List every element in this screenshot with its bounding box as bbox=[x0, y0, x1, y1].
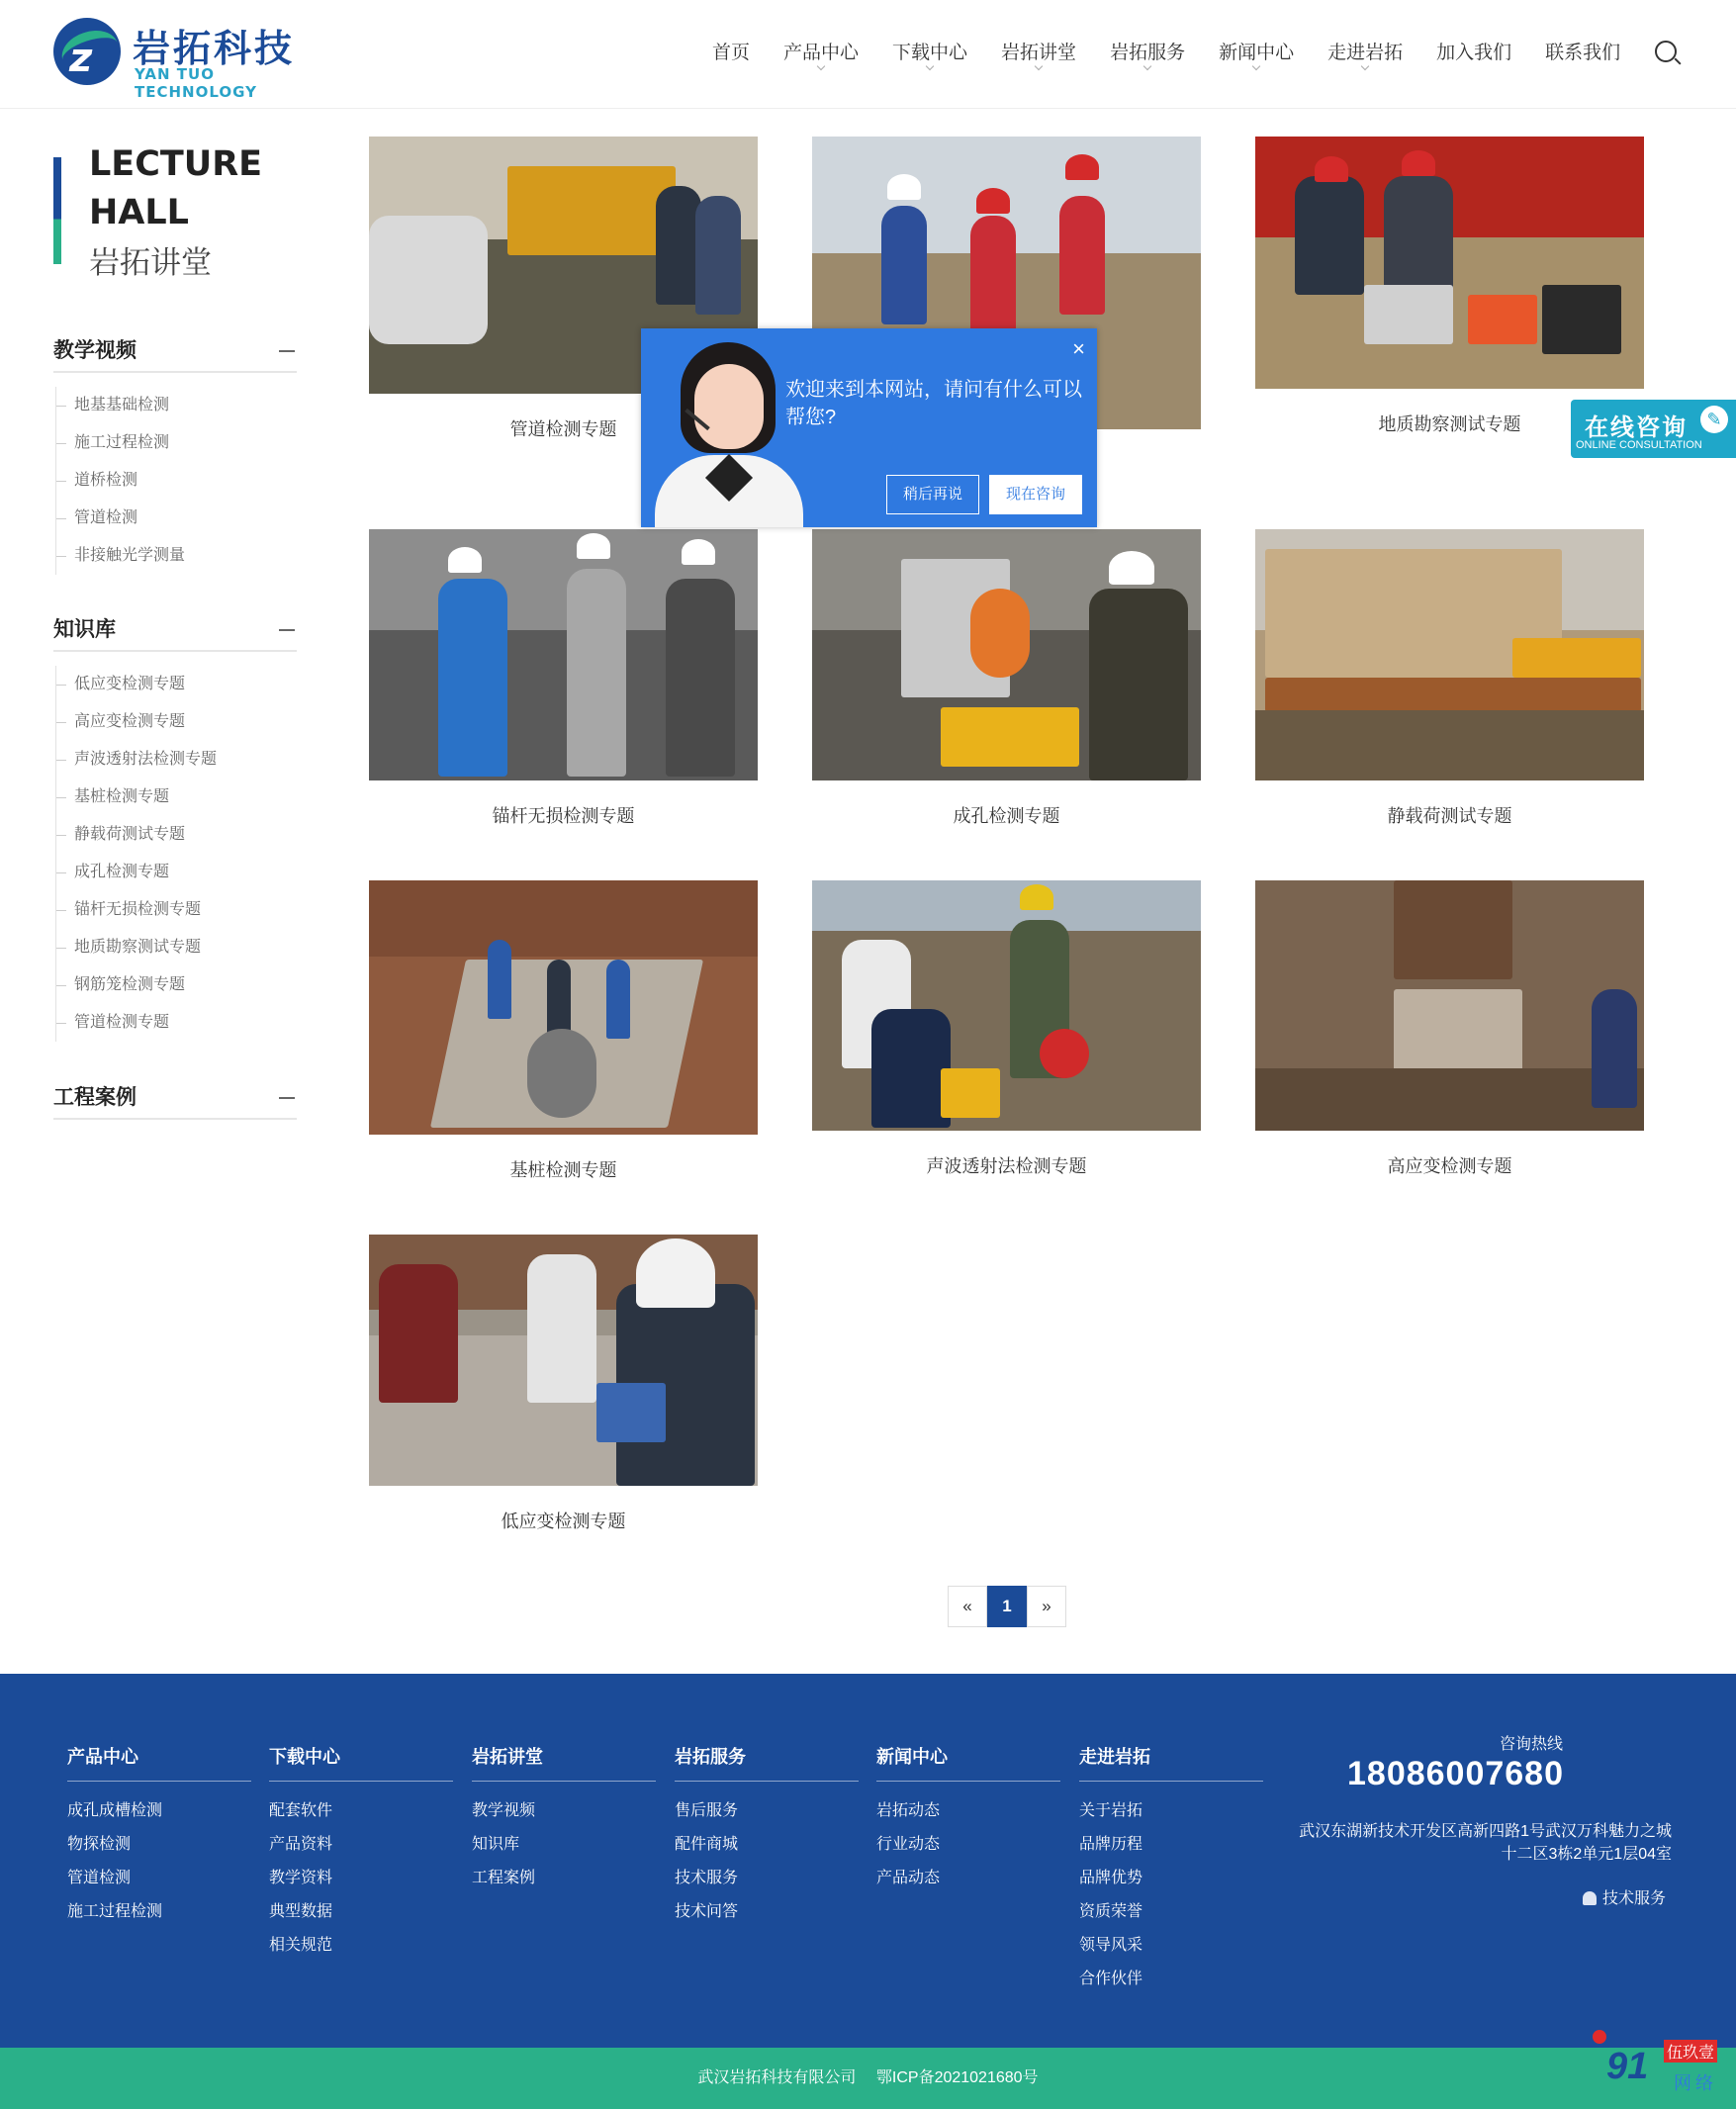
hotline-number: 18086007680 bbox=[1347, 1755, 1565, 1792]
card-caption: 管道检测专题 bbox=[509, 419, 617, 439]
agency-badge[interactable]: 91 伍玖壹 网络 bbox=[1589, 2026, 1736, 2109]
footer-link[interactable]: 工程案例 bbox=[472, 1870, 536, 1886]
later-button[interactable]: 稍后再说 bbox=[886, 475, 979, 514]
search-icon[interactable] bbox=[1655, 41, 1677, 62]
page-button[interactable]: 1 bbox=[987, 1586, 1027, 1627]
footer-link[interactable]: 岩拓动态 bbox=[876, 1802, 941, 1819]
sidebar-group-videos bbox=[53, 329, 297, 575]
footer-column-products: 产品中心 成孔成槽检测 物探检测 管道检测 施工过程检测 bbox=[67, 1743, 251, 1916]
nav-item-downloads[interactable]: 下载中心 bbox=[892, 38, 967, 64]
title-cn: 岩拓讲堂 bbox=[89, 245, 212, 280]
card-photo bbox=[369, 1235, 758, 1486]
runner-icon bbox=[1593, 2030, 1606, 2044]
topic-card-static-load[interactable] bbox=[1255, 529, 1644, 828]
popup-message: 欢迎来到本网站，请问有什么可以帮您? bbox=[785, 379, 1082, 428]
title-en-line2: HALL bbox=[89, 193, 189, 232]
card-photo bbox=[812, 529, 1201, 780]
footer-link[interactable]: 教学视频 bbox=[472, 1802, 536, 1819]
card-caption: 锚杆无损检测专题 bbox=[492, 806, 635, 826]
topic-card-borehole[interactable] bbox=[812, 529, 1201, 828]
sidebar-item[interactable]: 锚杆无损检测专题 bbox=[74, 891, 297, 929]
nav-item-products[interactable]: 产品中心 bbox=[783, 38, 859, 64]
chevron-down-icon bbox=[926, 62, 934, 70]
sidebar-group-header[interactable]: 知识库 bbox=[53, 608, 297, 652]
title-en-line1: LECTURE bbox=[89, 144, 263, 184]
footer-column-about: 走进岩拓 关于岩拓 品牌历程 品牌优势 资质荣誉 领导风采 合作伙伴 bbox=[1079, 1743, 1263, 1983]
card-photo bbox=[1255, 137, 1644, 389]
footer-link[interactable]: 成孔成槽检测 bbox=[67, 1802, 163, 1819]
sidebar-item[interactable]: 管道检测专题 bbox=[74, 1004, 297, 1042]
hotline-label: 咨询热线 bbox=[1500, 1736, 1564, 1753]
topic-card-pile[interactable] bbox=[369, 880, 758, 1182]
sidebar-item[interactable]: 基桩检测专题 bbox=[74, 779, 297, 816]
footer-link[interactable]: 知识库 bbox=[472, 1836, 520, 1853]
footer-link[interactable]: 产品动态 bbox=[876, 1870, 941, 1886]
nav-item-home[interactable]: 首页 bbox=[712, 43, 751, 63]
consult-subtitle: ONLINE CONSULTATION bbox=[1576, 439, 1702, 451]
footer-link[interactable]: 技术服务 bbox=[675, 1870, 739, 1886]
footer-link[interactable]: 技术问答 bbox=[675, 1903, 739, 1920]
footer-link[interactable]: 品牌优势 bbox=[1079, 1870, 1143, 1886]
chevron-down-icon bbox=[1361, 62, 1369, 70]
footer-link[interactable]: 行业动态 bbox=[876, 1836, 941, 1853]
topic-card-anchor[interactable] bbox=[369, 529, 758, 828]
sidebar-item[interactable]: 高应变检测专题 bbox=[74, 703, 297, 741]
chevron-down-icon bbox=[817, 62, 825, 70]
card-caption: 低应变检测专题 bbox=[501, 1512, 626, 1531]
footer-link[interactable]: 合作伙伴 bbox=[1079, 1971, 1143, 1987]
collapse-icon[interactable] bbox=[279, 350, 295, 352]
sidebar-item[interactable]: 静载荷测试专题 bbox=[74, 816, 297, 854]
sidebar-group-header[interactable]: 工程案例 bbox=[53, 1076, 297, 1120]
footer-link[interactable]: 售后服务 bbox=[675, 1802, 739, 1819]
pagination bbox=[948, 1586, 1066, 1627]
footer-column-service: 岩拓服务 售后服务 配件商城 技术服务 技术问答 bbox=[675, 1743, 859, 1916]
copyright-bar bbox=[0, 2048, 1736, 2109]
online-consultation-button[interactable] bbox=[1571, 400, 1736, 458]
footer-link[interactable]: 施工过程检测 bbox=[67, 1903, 163, 1920]
topic-card-sonic[interactable] bbox=[812, 880, 1201, 1178]
card-caption: 成孔检测专题 bbox=[953, 806, 1060, 826]
sidebar-group-knowledge bbox=[53, 608, 297, 1042]
company-name: 武汉岩拓科技有限公司 bbox=[697, 2069, 857, 2086]
company-address: 武汉东湖新技术开发区高新四路1号武汉万科魅力之城 十二区3栋2单元1层04室 bbox=[1299, 1823, 1672, 1863]
nav-item-contact[interactable]: 联系我们 bbox=[1545, 43, 1621, 63]
card-caption: 高应变检测专题 bbox=[1387, 1156, 1512, 1176]
prev-page-button[interactable]: « bbox=[948, 1586, 987, 1627]
card-caption: 基桩检测专题 bbox=[509, 1160, 617, 1180]
sidebar-item[interactable]: 声波透射法检测专题 bbox=[74, 741, 297, 779]
sidebar-item[interactable]: 钢筋笼检测专题 bbox=[74, 966, 297, 1004]
sidebar-item[interactable]: 低应变检测专题 bbox=[74, 666, 297, 703]
card-photo bbox=[1255, 529, 1644, 780]
sidebar-item[interactable]: 道桥检测 bbox=[74, 462, 297, 500]
logo-mark-icon: z bbox=[53, 18, 121, 85]
title-accent-bar bbox=[53, 157, 61, 264]
pen-icon: ✎ bbox=[1700, 406, 1728, 433]
welcome-popup bbox=[641, 328, 1097, 527]
footer-link[interactable]: 物探检测 bbox=[67, 1836, 132, 1853]
footer-link[interactable]: 教学资料 bbox=[269, 1870, 333, 1886]
collapse-icon[interactable] bbox=[279, 629, 295, 631]
sidebar-item[interactable]: 地质勘察测试专题 bbox=[74, 929, 297, 966]
footer-link[interactable]: 典型数据 bbox=[269, 1903, 333, 1920]
footer-link[interactable]: 领导风采 bbox=[1079, 1937, 1143, 1954]
footer-link[interactable]: 配套软件 bbox=[269, 1802, 333, 1819]
next-page-button[interactable]: » bbox=[1027, 1586, 1066, 1627]
consult-now-button[interactable]: 现在咨询 bbox=[989, 475, 1082, 514]
logo-name-en: YAN TUO TECHNOLOGY bbox=[135, 65, 257, 101]
chevron-down-icon bbox=[1252, 62, 1260, 70]
sidebar-group-cases bbox=[53, 1076, 297, 1120]
chevron-down-icon bbox=[1035, 62, 1043, 70]
footer-link[interactable]: 关于岩拓 bbox=[1079, 1802, 1143, 1819]
logo-name-cn: 岩拓科技 bbox=[133, 27, 296, 70]
topic-card-geology[interactable] bbox=[1255, 137, 1644, 436]
sidebar-item[interactable]: 管道检测 bbox=[74, 500, 297, 537]
card-photo bbox=[812, 880, 1201, 1131]
card-photo bbox=[369, 880, 758, 1135]
sidebar-group-header[interactable]: 教学视频 bbox=[53, 329, 297, 373]
nav-item-about[interactable]: 走进岩拓 bbox=[1327, 38, 1403, 64]
site-header bbox=[0, 0, 1736, 109]
site-logo[interactable] bbox=[53, 18, 340, 101]
topic-card-high-strain[interactable] bbox=[1255, 880, 1644, 1178]
footer-link[interactable]: 管道检测 bbox=[67, 1870, 132, 1886]
card-photo bbox=[1255, 880, 1644, 1131]
icp-number[interactable]: 鄂ICP备2021021680号 bbox=[875, 2069, 1039, 2086]
sidebar-item[interactable]: 非接触光学测量 bbox=[74, 537, 297, 575]
close-icon[interactable]: × bbox=[1072, 336, 1085, 361]
footer-link[interactable]: 资质荣誉 bbox=[1079, 1903, 1143, 1920]
footer-column-news: 新闻中心 岩拓动态 行业动态 产品动态 bbox=[876, 1743, 1060, 1882]
nav-item-lecture[interactable]: 岩拓讲堂 bbox=[1001, 38, 1076, 64]
site-footer bbox=[0, 1674, 1736, 2048]
footer-link[interactable]: 产品资料 bbox=[269, 1836, 333, 1853]
sidebar-item[interactable]: 施工过程检测 bbox=[74, 424, 297, 462]
consult-title: 在线咨询 bbox=[1585, 414, 1688, 441]
nav-item-service[interactable]: 岩拓服务 bbox=[1110, 38, 1185, 64]
sidebar-item[interactable]: 成孔检测专题 bbox=[74, 854, 297, 891]
card-caption: 声波透射法检测专题 bbox=[926, 1156, 1087, 1176]
bell-icon bbox=[1583, 1891, 1597, 1905]
footer-link[interactable]: 品牌历程 bbox=[1079, 1836, 1143, 1853]
footer-link[interactable]: 相关规范 bbox=[269, 1937, 333, 1954]
footer-column-downloads: 下载中心 配套软件 产品资料 教学资料 典型数据 相关规范 bbox=[269, 1743, 453, 1950]
main-nav bbox=[712, 38, 1654, 64]
topic-card-low-strain[interactable] bbox=[369, 1235, 758, 1533]
card-photo bbox=[369, 529, 758, 780]
card-caption: 静载荷测试专题 bbox=[1387, 806, 1512, 826]
collapse-icon[interactable] bbox=[279, 1097, 295, 1099]
footer-link[interactable]: 配件商城 bbox=[675, 1836, 739, 1853]
footer-column-lecture: 岩拓讲堂 教学视频 知识库 工程案例 bbox=[472, 1743, 656, 1882]
chevron-down-icon bbox=[1143, 62, 1151, 70]
sidebar-item[interactable]: 地基基础检测 bbox=[74, 387, 297, 424]
card-caption: 地质勘察测试专题 bbox=[1378, 414, 1521, 434]
nav-item-news[interactable]: 新闻中心 bbox=[1219, 38, 1294, 64]
nav-item-join[interactable]: 加入我们 bbox=[1436, 43, 1512, 63]
tech-service-link[interactable]: 技术服务 bbox=[1583, 1885, 1666, 1908]
